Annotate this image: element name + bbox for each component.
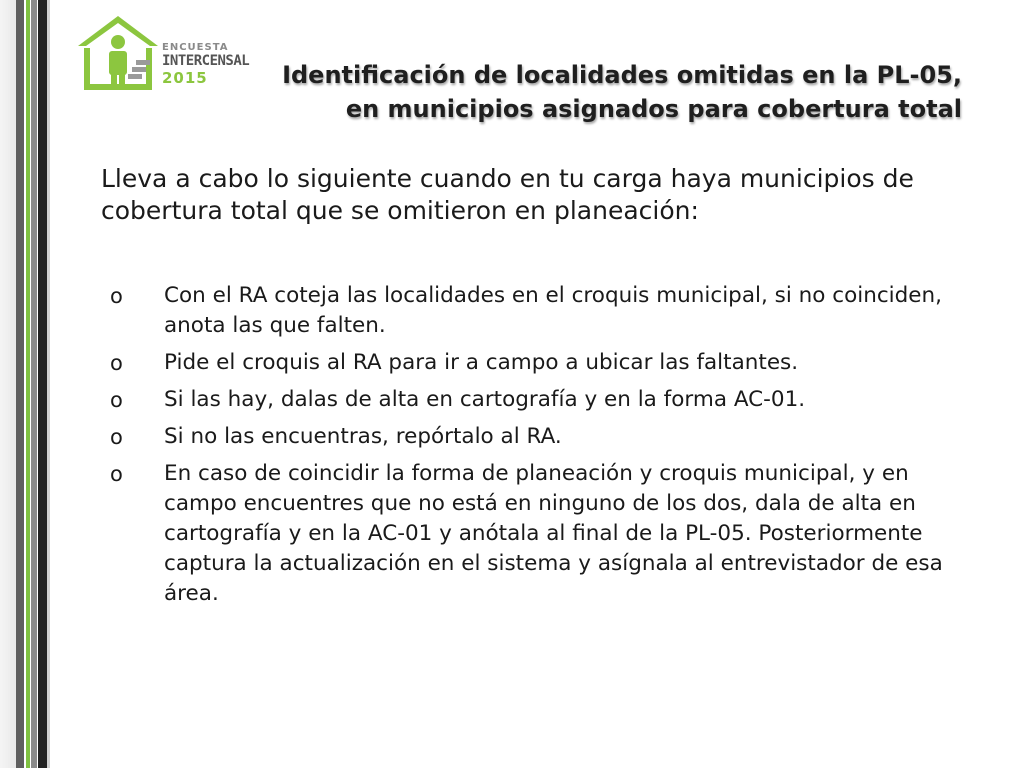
slide-title-line-2: en municipios asignados para cobertura total bbox=[345, 95, 962, 123]
list-item-text: Si las hay, dalas de alta en cartografía y en la forma AC-01. bbox=[164, 387, 806, 412]
intro-paragraph: Lleva a cabo lo siguiente cuando en tu carga haya municipios de cobertura total que se omitieron en planeación: bbox=[101, 164, 914, 225]
list-item bbox=[110, 422, 970, 452]
left-border-stripe bbox=[47, 0, 50, 768]
bullet-marker: o bbox=[110, 351, 123, 375]
left-border-stripe bbox=[16, 0, 24, 768]
list-item-text: Con el RA coteja las localidades en el croquis municipal, si no coinciden, anota las que falten. bbox=[164, 283, 942, 338]
list-item-text: Pide el croquis al RA para ir a campo a ubicar las faltantes. bbox=[164, 350, 799, 375]
bullet-marker: o bbox=[110, 425, 123, 449]
logo-text-year: 2015 bbox=[162, 69, 208, 87]
bullet-marker: o bbox=[110, 388, 123, 412]
bullet-marker: o bbox=[110, 462, 123, 486]
left-border-stripe bbox=[38, 0, 47, 768]
list-item bbox=[110, 281, 970, 341]
list-item-text: En caso de coincidir la forma de planeación y croquis municipal, y en campo encuentres que no está en ninguno de los dos, dala de alta en cartografía y en la AC-01 y anótala al final de la PL-05. Posteriormente captura la actualización en el sistema y asígnala al entrevistador de esa área. bbox=[164, 461, 943, 606]
left-border-stripe bbox=[26, 0, 30, 768]
slide-title bbox=[242, 58, 962, 126]
house-person-icon bbox=[74, 12, 164, 92]
encuesta-intercensal-logo bbox=[74, 12, 264, 92]
list-item bbox=[110, 385, 970, 415]
slide-title-line-1: Identificación de localidades omitidas en la PL-05, bbox=[282, 61, 962, 89]
logo-text-intercensal: INTERCENSAL bbox=[162, 53, 250, 69]
logo-text-encuesta: ENCUESTA bbox=[162, 42, 229, 53]
list-item-text: Si no las encuentras, repórtalo al RA. bbox=[164, 424, 562, 449]
instruction-list bbox=[110, 281, 970, 616]
left-border-stripe bbox=[31, 0, 37, 768]
list-item bbox=[110, 348, 970, 378]
bullet-marker: o bbox=[110, 284, 123, 308]
left-border-stripe bbox=[0, 0, 16, 768]
list-item bbox=[110, 459, 970, 609]
